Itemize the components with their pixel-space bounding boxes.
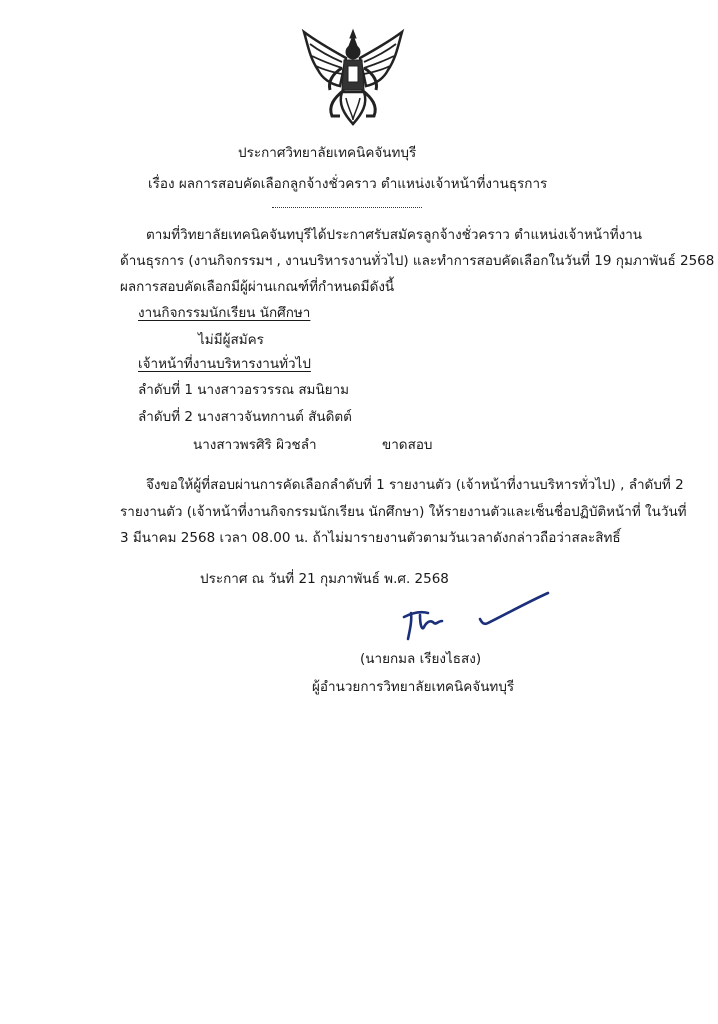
intro-line-2: ด้านธุรการ (งานกิจกรรมฯ , งานบริหารงานทั่วไป) และทำการสอบคัดเลือกในวันที่ 19 กุมภาพันธ์ 2568 (120, 253, 715, 269)
handwritten-signature (398, 585, 558, 645)
absent-candidate-name: นางสาวพรศิริ ผิวชลำ (193, 437, 317, 453)
closing-line-3: 3 มีนาคม 2568 เวลา 08.00 น. ถ้าไม่มารายงานตัวตามวันเวลาดังกล่าวถือว่าสละสิทธิ์ (120, 530, 621, 546)
intro-line-3: ผลการสอบคัดเลือกมีผู้ผ่านเกณฑ์ที่กำหนดมีดังนี้ (120, 279, 395, 295)
signatory-position: ผู้อำนวยการวิทยาลัยเทคนิคจันทบุรี (312, 679, 515, 695)
section-activities-heading: งานกิจกรรมนักเรียน นักศึกษา (138, 305, 311, 321)
announcement-subject: เรื่อง ผลการสอบคัดเลือกลูกจ้างชั่วคราว ตำแหน่งเจ้าหน้าที่งานธุรการ (148, 176, 548, 192)
announcement-date: ประกาศ ณ วันที่ 21 กุมภาพันธ์ พ.ศ. 2568 (200, 571, 449, 587)
closing-line-2: รายงานตัว (เจ้าหน้าที่งานกิจกรรมนักเรียน นักศึกษา) ให้รายงานตัวและเซ็นชื่อปฏิบัติหน้าที่ ในวันที่ (120, 504, 687, 520)
rank-2-entry: ลำดับที่ 2 นางสาวจันทกานต์ สันดิตต์ (138, 409, 352, 425)
section-admin-heading: เจ้าหน้าที่งานบริหารงานทั่วไป (138, 356, 311, 372)
intro-line-1: ตามที่วิทยาลัยเทคนิคจันทบุรีได้ประกาศรับสมัครลูกจ้างชั่วคราว ตำแหน่งเจ้าหน้าที่งาน (146, 227, 643, 243)
section-activities-note: ไม่มีผู้สมัคร (198, 332, 264, 348)
title-divider (272, 207, 422, 208)
signatory-name: (นายกมล เรียงไธสง) (360, 651, 482, 667)
absent-status: ขาดสอบ (382, 437, 433, 453)
announcement-title: ประกาศวิทยาลัยเทคนิคจันทบุรี (238, 145, 417, 161)
rank-1-entry: ลำดับที่ 1 นางสาวอรวรรณ สมนิยาม (138, 382, 350, 398)
closing-line-1: จึงขอให้ผู้ที่สอบผ่านการคัดเลือกลำดับที่ 1 รายงานตัว (เจ้าหน้าที่งานบริหารทั่วไป) , ลำดับที่ 2 (146, 477, 684, 493)
garuda-emblem-icon (298, 28, 408, 128)
